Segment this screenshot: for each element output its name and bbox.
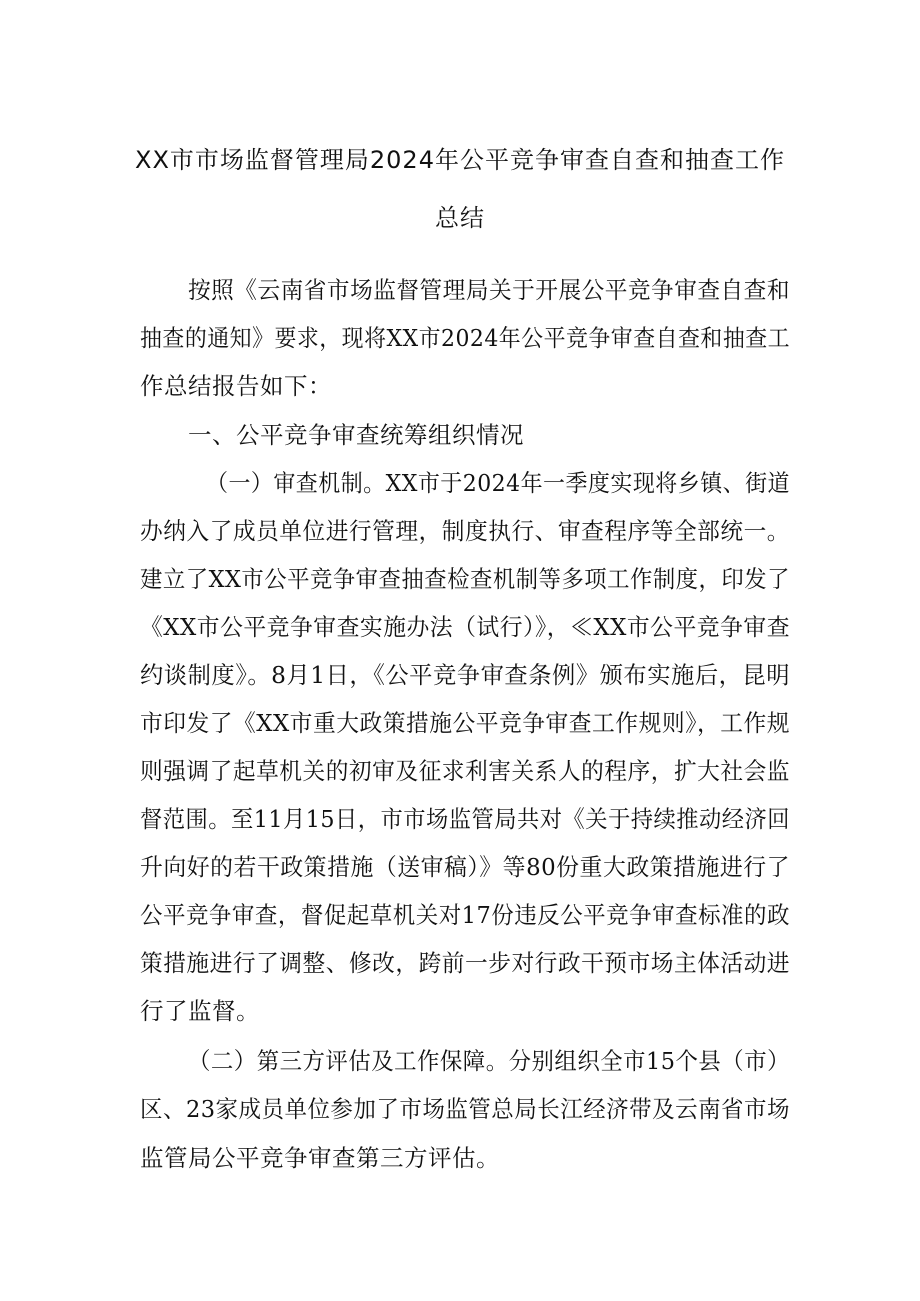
document-title-line-2: 总结 (435, 204, 485, 232)
paragraph-intro-line-3: 作总结报告如下： (140, 372, 332, 400)
paragraph-review-line-9: 升向好的若干政策措施（送审稿）》等80份重大政策措施进行了 (140, 853, 791, 881)
section-heading-1: 一、公平竞争审查统筹组织情况 (188, 421, 524, 449)
paragraph-review-line-1: （一）审查机制。XX市于2024年一季度实现将乡镇、街道 (206, 469, 791, 497)
paragraph-review-line-8: 督范围。至11月15日，市市场监管局共对《关于持续推动经济回 (140, 805, 791, 833)
paragraph-review-line-11: 策措施进行了调整、修改，跨前一步对行政干预市场主体活动进 (140, 949, 791, 977)
paragraph-assessment-line-2: 区、23家成员单位参加了市场监管总局长江经济带及云南省市场 (140, 1095, 790, 1123)
paragraph-review-line-3: 建立了XX市公平竞争审查抽查检查机制等多项工作制度，印发了 (140, 565, 790, 593)
paragraph-assessment-line-3: 监管局公平竞争审查第三方评估。 (140, 1144, 500, 1172)
paragraph-review-line-6: 市印发了《XX市重大政策措施公平竞争审查工作规则》，工作规 (140, 709, 790, 737)
paragraph-review-line-4: 《XX市公平竞争审查实施办法（试行）》，≪XX市公平竞争审查 (140, 613, 791, 641)
document-title-line-1: XX市市场监督管理局2024年公平竞争审查自查和抽查工作 (135, 146, 785, 174)
paragraph-review-line-12: 行了监督。 (140, 997, 260, 1025)
paragraph-assessment-line-1: （二）第三方评估及工作保障。分别组织全市15个县（市） (188, 1047, 791, 1075)
paragraph-review-line-10: 公平竞争审查，督促起草机关对17份违反公平竞争审查标准的政 (140, 901, 790, 929)
paragraph-intro-line-2: 抽查的通知》要求，现将XX市2024年公平竞争审查自查和抽查工 (140, 324, 791, 352)
paragraph-review-line-2: 办纳入了成员单位进行管理，制度执行、审查程序等全部统一。 (140, 517, 791, 545)
paragraph-review-line-7: 则强调了起草机关的初审及征求利害关系人的程序，扩大社会监 (140, 757, 791, 785)
paragraph-review-line-5: 约谈制度》。8月1日，《公平竞争审查条例》颁布实施后，昆明 (140, 661, 791, 689)
paragraph-intro-line-1: 按照《云南省市场监督管理局关于开展公平竞争审查自查和 (188, 276, 790, 304)
